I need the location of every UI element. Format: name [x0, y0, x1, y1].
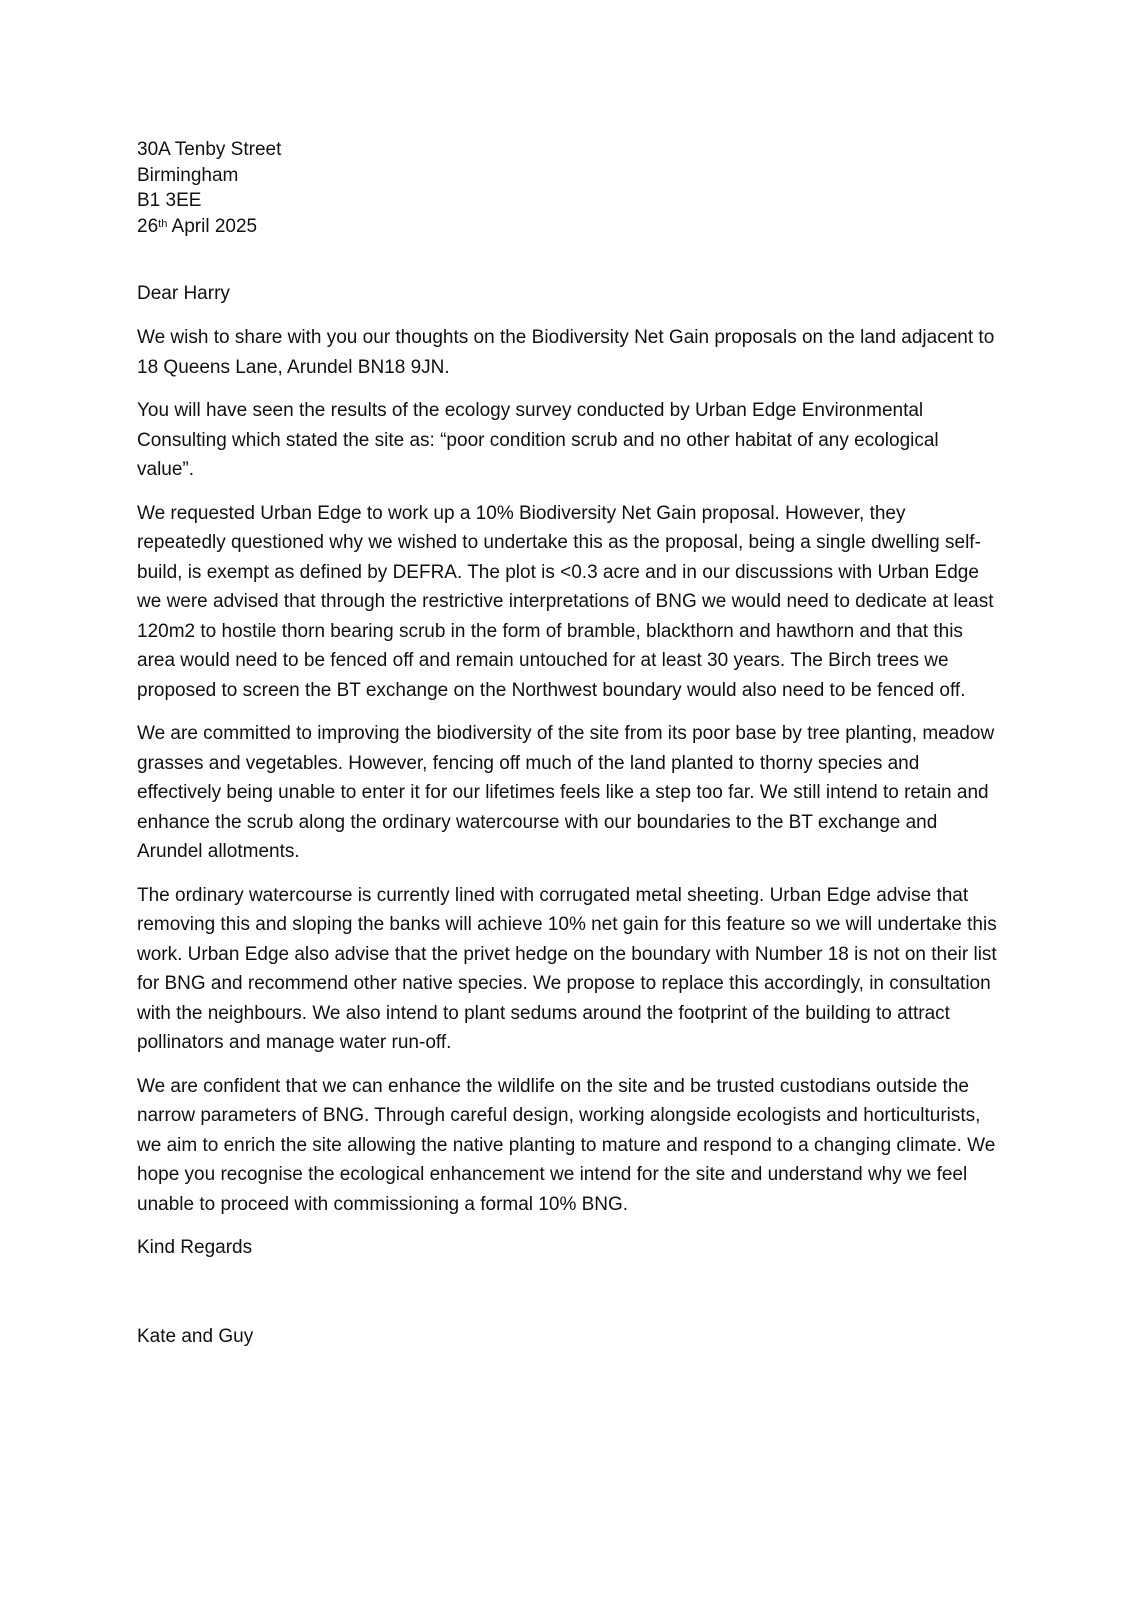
sender-address [137, 137, 999, 239]
date-day: 26 [137, 215, 159, 237]
paragraph-4: We are committed to improving the biodiversity of the site from its poor base by tree planting, meadow grasses and vegetables. However, fencing off much of the land planted to thorny species and effectively being unable to enter it for our lifetimes feels like a step too far. We still intend to retain and enhance the scrub along the ordinary watercourse with our boundaries to the BT exchange and Arundel allotments. [137, 723, 995, 862]
letter-body [137, 137, 999, 1352]
paragraph-1: We wish to share with you our thoughts on the Biodiversity Net Gain proposals on the land adjacent to 18 Queens Lane, Arundel BN18 9JN. [137, 327, 995, 378]
salutation: Dear Harry [137, 283, 230, 304]
address-city: Birmingham [137, 164, 239, 186]
signature: Kate and Guy [137, 1326, 254, 1347]
address-postcode: B1 3EE [137, 190, 202, 211]
date-month-year: April 2025 [167, 215, 258, 237]
paragraph-3: We requested Urban Edge to work up a 10% Biodiversity Net Gain proposal. However, they repeatedly questioned why we wished to undertake this as the proposal, being a single dwelling self-build, is exempt as defined by DEFRA. The plot is <0.3 acre and in our discussions with Urban Edge we were advised that through the restrictive interpretations of BNG we would need to dedicate at least 120m2 to hostile thorn bearing scrub in the form of bramble, blackthorn and hawthorn and that this area would need to be fenced off and remain untouched for at least 30 years. The Birch trees we proposed to screen the BT exchange on the Northwest boundary would also need to be fenced off. [137, 502, 994, 701]
paragraph-2: You will have seen the results of the ecology survey conducted by Urban Edge Environmental Consulting which stated the site as: “poor condition scrub and no other habitat of any ecological value”. [137, 400, 939, 480]
paragraph-5: The ordinary watercourse is currently lined with corrugated metal sheeting. Urban Edge advise that removing this and sloping the banks will achieve 10% net gain for this feature so we will undertake this work. Urban Edge also advise that the privet hedge on the boundary with Number 18 is not on their list for BNG and recommend other native species. We propose to replace this accordingly, in consultation with the neighbours. We also intend to plant sedums around the footprint of the building to attract pollinators and manage water run-off. [137, 884, 997, 1053]
address-street: 30A Tenby Street [137, 139, 282, 160]
paragraph-6: We are confident that we can enhance the wildlife on the site and be trusted custodians outside the narrow parameters of BNG. Through careful design, working alongside ecologists and horticulturists, we aim to enrich the site allowing the native planting to mature and respond to a changing climate. We hope you recognise the ecological enhancement we intend for the site and understand why we feel unable to proceed with commissioning a formal 10% BNG. [137, 1075, 996, 1215]
closing: Kind Regards [137, 1237, 253, 1258]
letter-date [137, 214, 999, 240]
date-suffix: th [158, 217, 168, 230]
